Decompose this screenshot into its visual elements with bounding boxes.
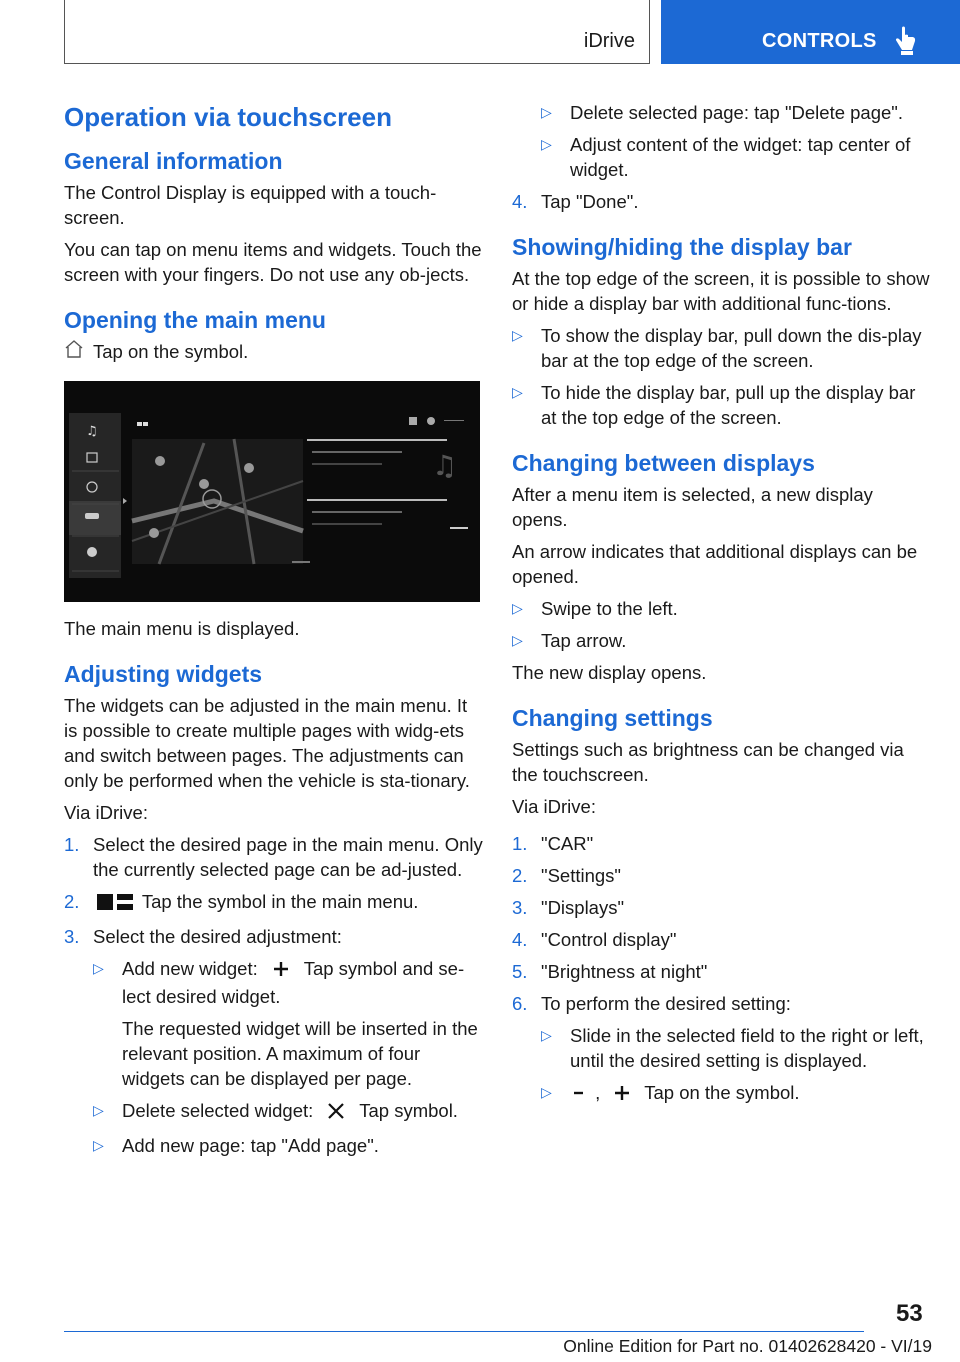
minus-icon — [570, 1083, 590, 1108]
separator-comma: , — [595, 1082, 601, 1103]
step-row — [512, 991, 932, 1016]
instruction-row — [64, 339, 484, 365]
bullet-text: Tap symbol and se-lect desired widget. — [122, 958, 465, 1007]
bullet-row — [512, 628, 932, 653]
triangle-bullet-icon: ▷ — [512, 327, 523, 343]
bullet-row — [93, 1133, 484, 1158]
paragraph: An arrow indicates that additional displays can be opened. — [512, 541, 918, 587]
footer-divider — [64, 1331, 864, 1332]
step-row — [512, 863, 932, 888]
bullet-text: Delete selected page: tap "Delete page". — [570, 102, 903, 123]
triangle-bullet-icon: ▷ — [541, 136, 552, 152]
header-chapter-title: CONTROLS — [762, 30, 877, 52]
plus-icon — [605, 1083, 639, 1108]
bullet-text: Slide in the selected field to the right or left, until the desired setting is displayed. — [570, 1025, 924, 1071]
step-number: 3. — [64, 926, 80, 947]
section-heading-display-bar: Showing/hiding the display bar — [512, 234, 852, 260]
paragraph: After a menu item is selected, a new display opens. — [512, 484, 873, 530]
bullet-row — [512, 323, 932, 373]
step-number: 2. — [64, 891, 80, 912]
bullet-row — [541, 132, 932, 182]
bullet-text: Tap arrow. — [541, 630, 627, 651]
bullet-text: Tap symbol. — [359, 1100, 458, 1121]
step-text: Select the desired adjustment: — [93, 926, 342, 947]
step-text: Tap "Done". — [541, 191, 639, 212]
section-heading-settings: Changing settings — [512, 705, 713, 731]
plus-icon — [263, 959, 299, 984]
bullet-row — [93, 956, 484, 1009]
bullet-text: To hide the display bar, pull up the display bar at the top edge of the screen. — [541, 382, 916, 428]
step-number: 5. — [512, 961, 528, 982]
bullet-row — [512, 380, 932, 430]
step-number: 1. — [64, 834, 80, 855]
step-number: 6. — [512, 993, 528, 1014]
step-text: "Brightness at night" — [541, 961, 708, 982]
bullet-text: Swipe to the left. — [541, 598, 678, 619]
bullet-text: Add new page: tap "Add page". — [122, 1135, 379, 1156]
step-number: 3. — [512, 897, 528, 918]
step-row — [64, 889, 484, 917]
step-text: "Displays" — [541, 897, 625, 918]
step-row — [64, 832, 484, 882]
paragraph: At the top edge of the screen, it is possible to show or hide a display bar with additional func-tions. — [512, 268, 930, 314]
step-row — [64, 924, 484, 949]
triangle-bullet-icon: ▷ — [512, 632, 523, 648]
section-heading-displays: Changing between displays — [512, 450, 815, 476]
svg-text:♫: ♫ — [86, 424, 98, 439]
svg-text:♫: ♫ — [432, 449, 458, 482]
bullet-row — [541, 1023, 932, 1073]
triangle-bullet-icon: ▷ — [512, 384, 523, 400]
step-number: 4. — [512, 191, 528, 212]
step-row — [512, 831, 932, 856]
section-heading-general: General information — [64, 148, 283, 174]
step-row — [512, 927, 932, 952]
step-text: Select the desired page in the main menu. Only the currently selected page can be ad-justed. — [93, 834, 483, 880]
bullet-row — [93, 1098, 484, 1126]
home-icon — [64, 339, 93, 365]
paragraph: Via iDrive: — [512, 796, 596, 817]
triangle-bullet-icon: ▷ — [541, 1084, 552, 1100]
step-number: 4. — [512, 929, 528, 950]
paragraph: The requested widget will be inserted in the relevant position. A maximum of four widgets can be displayed per page. — [122, 1018, 478, 1089]
left-column — [64, 100, 484, 1165]
triangle-bullet-icon: ▷ — [541, 1027, 552, 1043]
triangle-bullet-icon: ▷ — [541, 104, 552, 120]
car-icon — [85, 513, 99, 519]
paragraph: You can tap on menu items and widgets. Touch the screen with your fingers. Do not use any ob-jects. — [64, 239, 482, 285]
step-row — [512, 959, 932, 984]
paragraph: Via iDrive: — [64, 802, 148, 823]
bullet-text: Add new widget: — [122, 958, 258, 979]
step-text: "Settings" — [541, 865, 621, 886]
paragraph: Settings such as brightness can be changed via the touchscreen. — [512, 739, 904, 785]
step-number: 1. — [512, 833, 528, 854]
bullet-row — [512, 596, 932, 621]
step-text: Tap the symbol in the main menu. — [141, 891, 419, 912]
bullet-text: Adjust content of the widget: tap center of widget. — [570, 134, 911, 180]
step-text: To perform the desired setting: — [541, 993, 791, 1014]
widget-grid-icon — [93, 892, 137, 917]
page-number: 53 — [896, 1300, 923, 1327]
step-text: "CAR" — [541, 833, 594, 854]
right-column — [512, 100, 932, 1115]
bullet-row — [541, 100, 932, 125]
paragraph: The Control Display is equipped with a touch-screen. — [64, 182, 437, 228]
apps-icon — [87, 547, 97, 557]
main-menu-screenshot — [64, 381, 480, 602]
bullet-text: Tap on the symbol. — [644, 1082, 800, 1103]
paragraph: The widgets can be adjusted in the main menu. It is possible to create multiple pages with widg-ets and switch between pages. The adjustments can only be performed when the vehicle is sta-tionary. — [64, 695, 470, 791]
page-title: Operation via touchscreen — [64, 102, 392, 132]
triangle-bullet-icon: ▷ — [93, 960, 104, 976]
section-heading-widgets: Adjusting widgets — [64, 661, 263, 687]
footer-edition: Online Edition for Part no. 01402628420 - VI/19 — [563, 1336, 932, 1356]
step-row — [512, 895, 932, 920]
triangle-bullet-icon: ▷ — [93, 1137, 104, 1153]
header-chapter-tab — [661, 0, 960, 64]
bullet-text: To show the display bar, pull down the dis-play bar at the top edge of the screen. — [541, 325, 922, 371]
instruction-text: Tap on the symbol. — [93, 341, 249, 362]
triangle-bullet-icon: ▷ — [93, 1102, 104, 1118]
music-icon — [86, 424, 98, 439]
step-row — [512, 189, 932, 214]
paragraph: The new display opens. — [512, 662, 707, 683]
bullet-row — [541, 1080, 932, 1108]
close-icon — [318, 1101, 354, 1126]
hand-pointer-icon — [893, 26, 921, 56]
section-heading-main-menu: Opening the main menu — [64, 307, 326, 333]
bullet-text: Delete selected widget: — [122, 1100, 314, 1121]
step-number: 2. — [512, 865, 528, 886]
triangle-bullet-icon: ▷ — [512, 600, 523, 616]
paragraph: The main menu is displayed. — [64, 618, 300, 639]
step-text: "Control display" — [541, 929, 677, 950]
header-section-title: iDrive — [583, 30, 635, 52]
header-section-box — [64, 0, 650, 64]
